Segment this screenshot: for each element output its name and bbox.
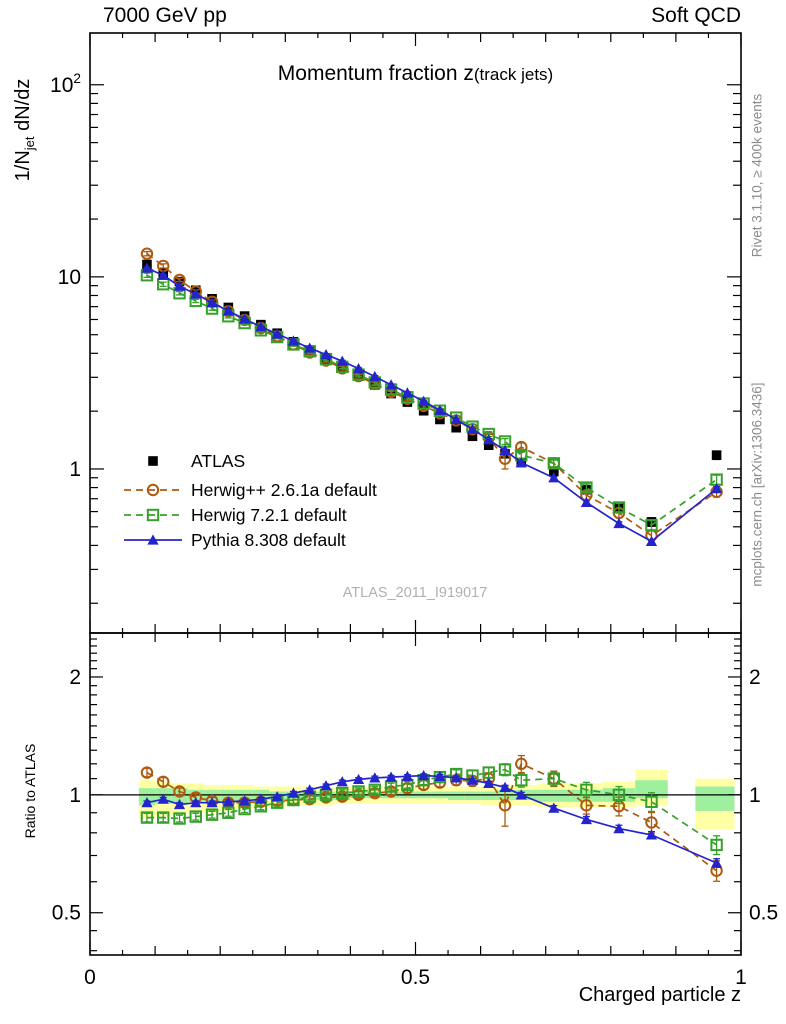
- x-axis-title: Charged particle z: [578, 984, 741, 1006]
- ratio-axis-title: Ratio to ATLAS: [22, 743, 38, 839]
- main-panel-frame: [90, 33, 741, 633]
- y-ratio-tick-label-left: 2: [69, 665, 81, 689]
- y-ratio-tick-label-right: 1: [749, 783, 761, 807]
- x-tick-label: 0: [84, 966, 96, 989]
- y-axis-title-prefix: 1/N: [12, 150, 34, 182]
- y-main-tick-label: 1: [69, 457, 81, 481]
- uncertainty-band-green: [448, 791, 464, 800]
- uncertainty-band-green: [695, 787, 734, 811]
- data-marker-main: [712, 450, 722, 460]
- y-axis-title-suffix: dN/dz: [12, 78, 34, 137]
- data-marker-main: [353, 363, 364, 373]
- y-ratio-tick-label-left: 1: [69, 783, 81, 807]
- legend-marker: [148, 456, 158, 466]
- legend-label: Pythia 8.308 default: [191, 530, 346, 550]
- y-ratio-tick-label-right: 0.5: [749, 901, 779, 925]
- legend-label: Herwig 7.2.1 default: [191, 505, 347, 525]
- uncertainty-band-green: [481, 791, 497, 800]
- plot-title: [90, 62, 741, 86]
- data-marker-main: [418, 396, 429, 406]
- y-ratio-tick-label-right: 2: [749, 665, 761, 689]
- legend-label: ATLAS: [191, 451, 246, 471]
- header-beam-label: 7000 GeV pp: [103, 4, 227, 27]
- y-main-tick-label: 10: [57, 265, 81, 289]
- plot-title-main: Momentum fraction z: [277, 62, 474, 85]
- header-process-label: Soft QCD: [651, 4, 741, 27]
- plot-title-suffix: (track jets): [473, 65, 554, 84]
- rivet-version-note: Rivet 3.1.10, ≥ 400k events: [749, 93, 765, 258]
- y-main-tick-label: $10^2$: [50, 70, 81, 97]
- legend-label: Herwig++ 2.6.1a default: [191, 480, 377, 500]
- uncertainty-band-green: [538, 790, 571, 802]
- y-axis-title: [12, 20, 40, 240]
- x-tick-label: 1: [735, 966, 747, 989]
- data-marker-main: [613, 518, 624, 528]
- data-marker-main: [369, 371, 380, 381]
- y-ratio-tick-label-left: 0.5: [51, 901, 81, 925]
- uncertainty-band-green: [464, 791, 480, 800]
- mcplots-arxiv-note: mcplots.cern.ch [arXiv:1306.3436]: [749, 382, 765, 587]
- analysis-id-watermark: ATLAS_2011_I919017: [342, 585, 488, 601]
- data-marker-ratio: [711, 857, 722, 867]
- x-tick-label: 0.5: [400, 966, 431, 989]
- y-axis-title-sub: jet: [22, 136, 37, 151]
